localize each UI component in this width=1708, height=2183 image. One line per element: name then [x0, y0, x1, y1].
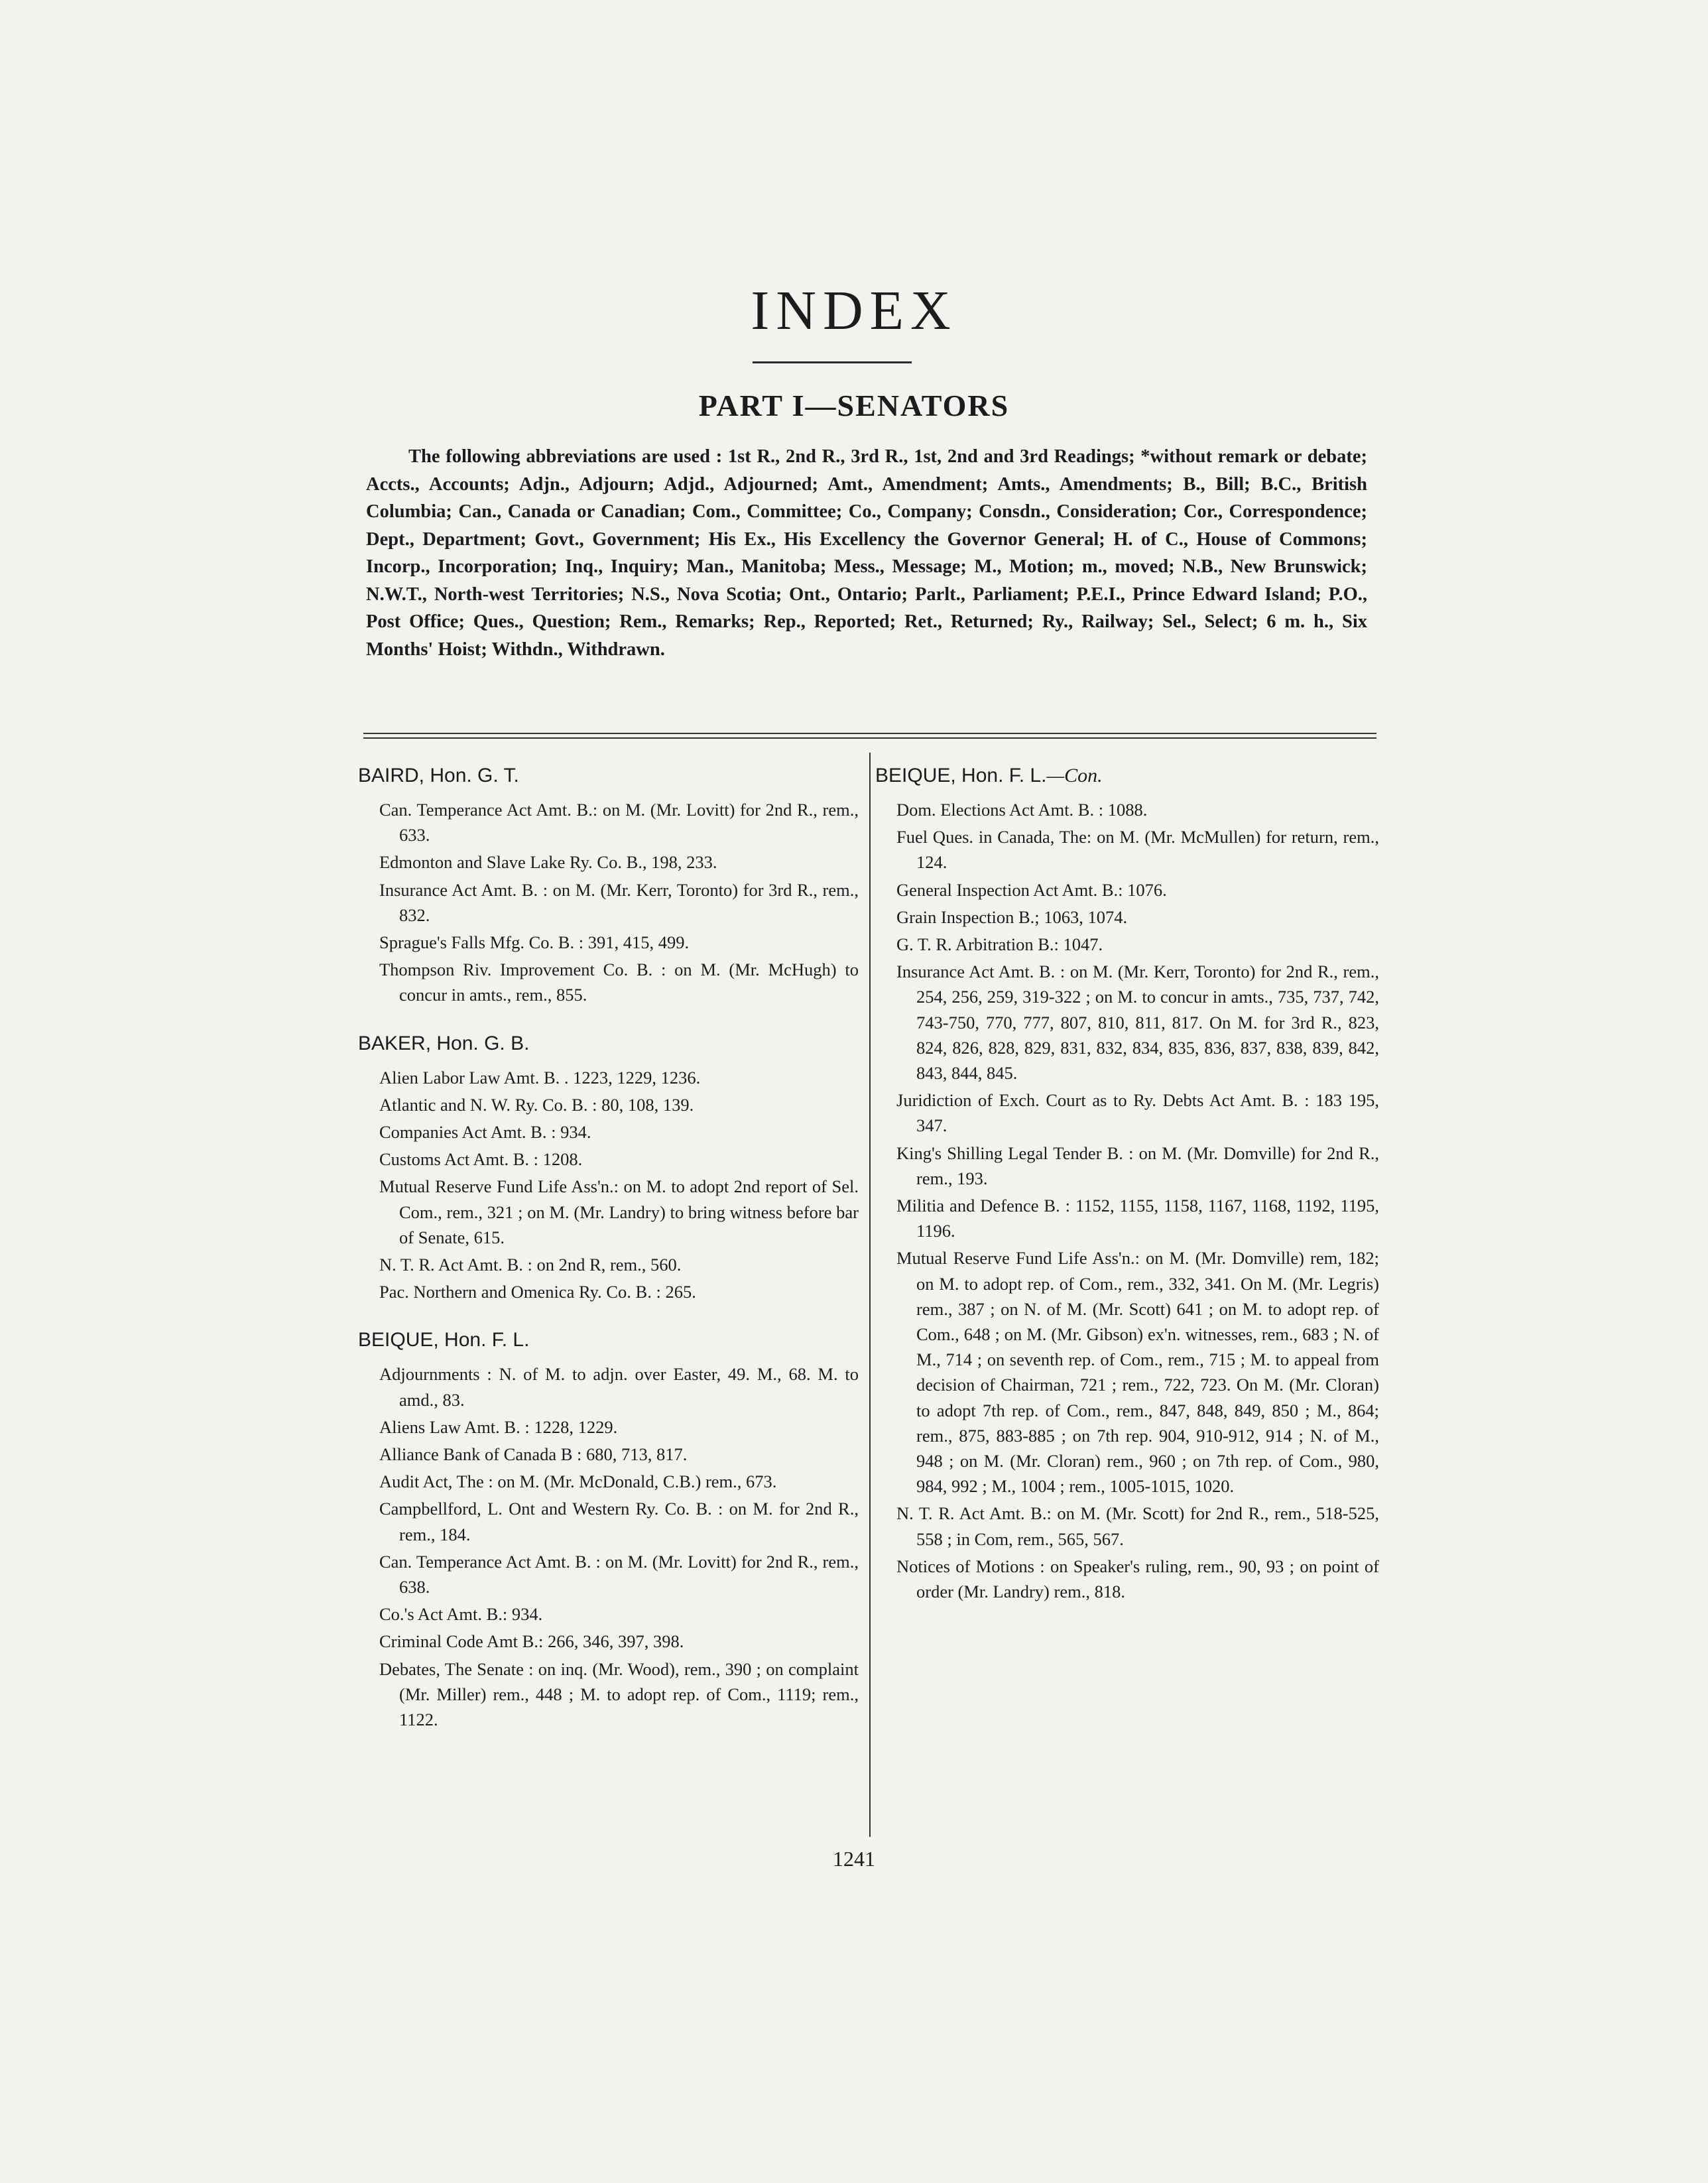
index-entry: Edmonton and Slave Lake Ry. Co. B., 198, 233. — [379, 852, 717, 873]
entry-list — [358, 797, 859, 1008]
index-entry: G. T. R. Arbitration B.: 1047. — [896, 934, 1103, 955]
senator-heading: BAIRD, Hon. G. T. — [358, 765, 519, 786]
entry-list — [875, 797, 1379, 1604]
index-entry: Audit Act, The : on M. (Mr. McDonald, C.B.) rem., 673. — [379, 1471, 777, 1492]
entry-list — [358, 1361, 859, 1732]
index-entry: N. T. R. Act Amt. B. : on 2nd R, rem., 560. — [379, 1255, 682, 1275]
index-entry: Alien Labor Law Amt. B. . 1223, 1229, 1236. — [379, 1067, 701, 1088]
index-entry: Can. Temperance Act Amt. B. : on M. (Mr. Lovitt) for 2nd R., rem., 638. — [379, 1551, 859, 1597]
senator-heading — [875, 763, 1379, 789]
senator-heading: BEIQUE, Hon. F. L. — [358, 1329, 530, 1351]
index-entry: King's Shilling Legal Tender B. : on M. (Mr. Domville) for 2nd R., rem., 193. — [896, 1143, 1379, 1188]
index-entry: Insurance Act Amt. B. : on M. (Mr. Kerr, Toronto) for 2nd R., rem., 254, 256, 259, 319-322 ; on M. to concur in amts., 735, 737, 742, 743-750, 770, 777, 807, 810, 811, 817. On M. for 3rd R., 823, 824, 826, 828, 829, 831, 832, 834, 835, 836, 837, 838, 839, 842, 843, 844, 845. — [896, 962, 1379, 1084]
senator-section — [358, 1030, 859, 1305]
index-entry: Grain Inspection B.; 1063, 1074. — [896, 906, 1128, 927]
senator-name: BEIQUE, Hon. F. L. — [875, 765, 1047, 786]
index-entry: Dom. Elections Act Amt. B. : 1088. — [896, 800, 1148, 820]
index-entry: Can. Temperance Act Amt. B.: on M. (Mr. Lovitt) for 2nd R., rem., 633. — [379, 800, 859, 845]
index-entry: Militia and Defence B. : 1152, 1155, 1158, 1167, 1168, 1192, 1195, 1196. — [896, 1196, 1379, 1241]
right-column — [875, 763, 1379, 1627]
index-entry: Fuel Ques. in Canada, The: on M. (Mr. McMullen) for return, rem., 124. — [896, 827, 1379, 873]
index-entry: Mutual Reserve Fund Life Ass'n.: on M. to adopt 2nd report of Sel. Com., rem., 321 ; on M. (Mr. Landry) to bring witness before bar of Senate, 615. — [379, 1176, 859, 1247]
index-entry: Insurance Act Amt. B. : on M. (Mr. Kerr, Toronto) for 3rd R., rem., 832. — [379, 879, 859, 925]
column-divider — [869, 753, 871, 1837]
index-entry: Criminal Code Amt B.: 266, 346, 397, 398. — [379, 1631, 684, 1652]
index-entry: Alliance Bank of Canada B : 680, 713, 817. — [379, 1444, 688, 1465]
index-entry: Pac. Northern and Omenica Ry. Co. B. : 265. — [379, 1282, 696, 1302]
left-column — [358, 763, 859, 1755]
title-underline — [753, 361, 912, 363]
page-title: INDEX — [751, 280, 957, 342]
senator-section — [358, 763, 859, 1008]
index-entry: Debates, The Senate : on inq. (Mr. Wood), rem., 390 ; on complaint (Mr. Miller) rem., 448 ; M. to adopt rep. of Com., 1119; rem., 1122. — [379, 1658, 859, 1730]
section-subtitle: PART I—SENATORS — [698, 389, 1010, 422]
index-entry: Customs Act Amt. B. : 1208. — [379, 1149, 583, 1170]
abbreviations-paragraph: The following abbreviations are used : 1st R., 2nd R., 3rd R., 1st, 2nd and 3rd Readings; *without remark or debate; Accts., Accounts; Adjn., Adjourn; Adjd., Adjourned; Amt., Amendment; Amts., Amendments; B., Bill; B.C., British Columbia; Can., Canada or Canadian; Com., Committee; Co., Company; Consdn., Consideration; Cor., Correspondence; Dept., Department; Govt., Government; His Ex., His Excellency the Governor General; H. of C., House of Commons; Incorp., Incorporation; Inq., Inquiry; Man., Manitoba; Mess., Message; M., Motion; m., moved; N.B., New Brunswick; N.W.T., North-west Territories; N.S., Nova Scotia; Ont., Ontario; Parlt., Parliament; P.E.I., Prince Edward Island; P.O., Post Office; Ques., Question; Rem., Remarks; Rep., Reported; Ret., Returned; Ry., Railway; Sel., Select; 6 m. h., Six Months' Hoist; Withdn., Withdrawn. — [366, 446, 1367, 660]
index-entry: General Inspection Act Amt. B.: 1076. — [896, 879, 1167, 900]
index-entry: Juridiction of Exch. Court as to Ry. Debts Act Amt. B. : 183 195, 347. — [896, 1090, 1379, 1136]
index-entry: Companies Act Amt. B. : 934. — [379, 1122, 591, 1143]
index-entry: Campbellford, L. Ont and Western Ry. Co. B. : on M. for 2nd R., rem., 184. — [379, 1499, 859, 1544]
senator-heading: BAKER, Hon. G. B. — [358, 1032, 530, 1054]
continued-suffix: —Con. — [1046, 765, 1103, 786]
index-entry: Aliens Law Amt. B. : 1228, 1229. — [379, 1416, 618, 1437]
senator-section — [358, 1327, 859, 1732]
index-entry: Sprague's Falls Mfg. Co. B. : 391, 415, 499. — [379, 932, 690, 953]
page-number: 1241 — [833, 1847, 875, 1871]
index-entry: Thompson Riv. Improvement Co. B. : on M. (Mr. McHugh) to concur in amts., rem., 855. — [379, 960, 859, 1005]
index-entry: N. T. R. Act Amt. B.: on M. (Mr. Scott) for 2nd R., rem., 518-525, 558 ; in Com, rem., 565, 567. — [896, 1503, 1379, 1549]
index-entry: Mutual Reserve Fund Life Ass'n.: on M. (Mr. Domville) rem, 182; on M. to adopt rep. of Com., rem., 332, 341. On M. (Mr. Legris) rem., 387 ; on N. of M. (Mr. Scott) 641 ; on M. to adopt rep. of Com., 648 ; on M. (Mr. Gibson) ex'n. witnesses, rem., 683 ; N. of M., 714 ; on seventh rep. of Com., rem., 715 ; M. to appeal from decision of Chairman, 721 ; rem., 722, 723. On M. (Mr. Cloran) to adopt 7th rep. of Com., rem., 847, 848, 849, 850 ; M., 864; rem., 875, 883-885 ; on 7th rep. 904, 910-912, 914 ; N. of M., 948 ; on M. (Mr. Cloran) rem., 960 ; on 7th rep. of Com., 980, 984, 992 ; M., 1004 ; rem., 1005-1015, 1020. — [896, 1248, 1379, 1497]
index-entry: Adjournments : N. of M. to adjn. over Easter, 49. M., 68. M. to amd., 83. — [379, 1364, 859, 1410]
index-entry: Notices of Motions : on Speaker's ruling, rem., 90, 93 ; on point of order (Mr. Landry) rem., 818. — [896, 1556, 1379, 1602]
entry-list — [358, 1065, 859, 1305]
index-entry: Co.'s Act Amt. B.: 934. — [379, 1604, 543, 1625]
senator-section — [875, 763, 1379, 1604]
double-divider — [363, 733, 1376, 739]
index-entry: Atlantic and N. W. Ry. Co. B. : 80, 108, 139. — [379, 1094, 694, 1115]
